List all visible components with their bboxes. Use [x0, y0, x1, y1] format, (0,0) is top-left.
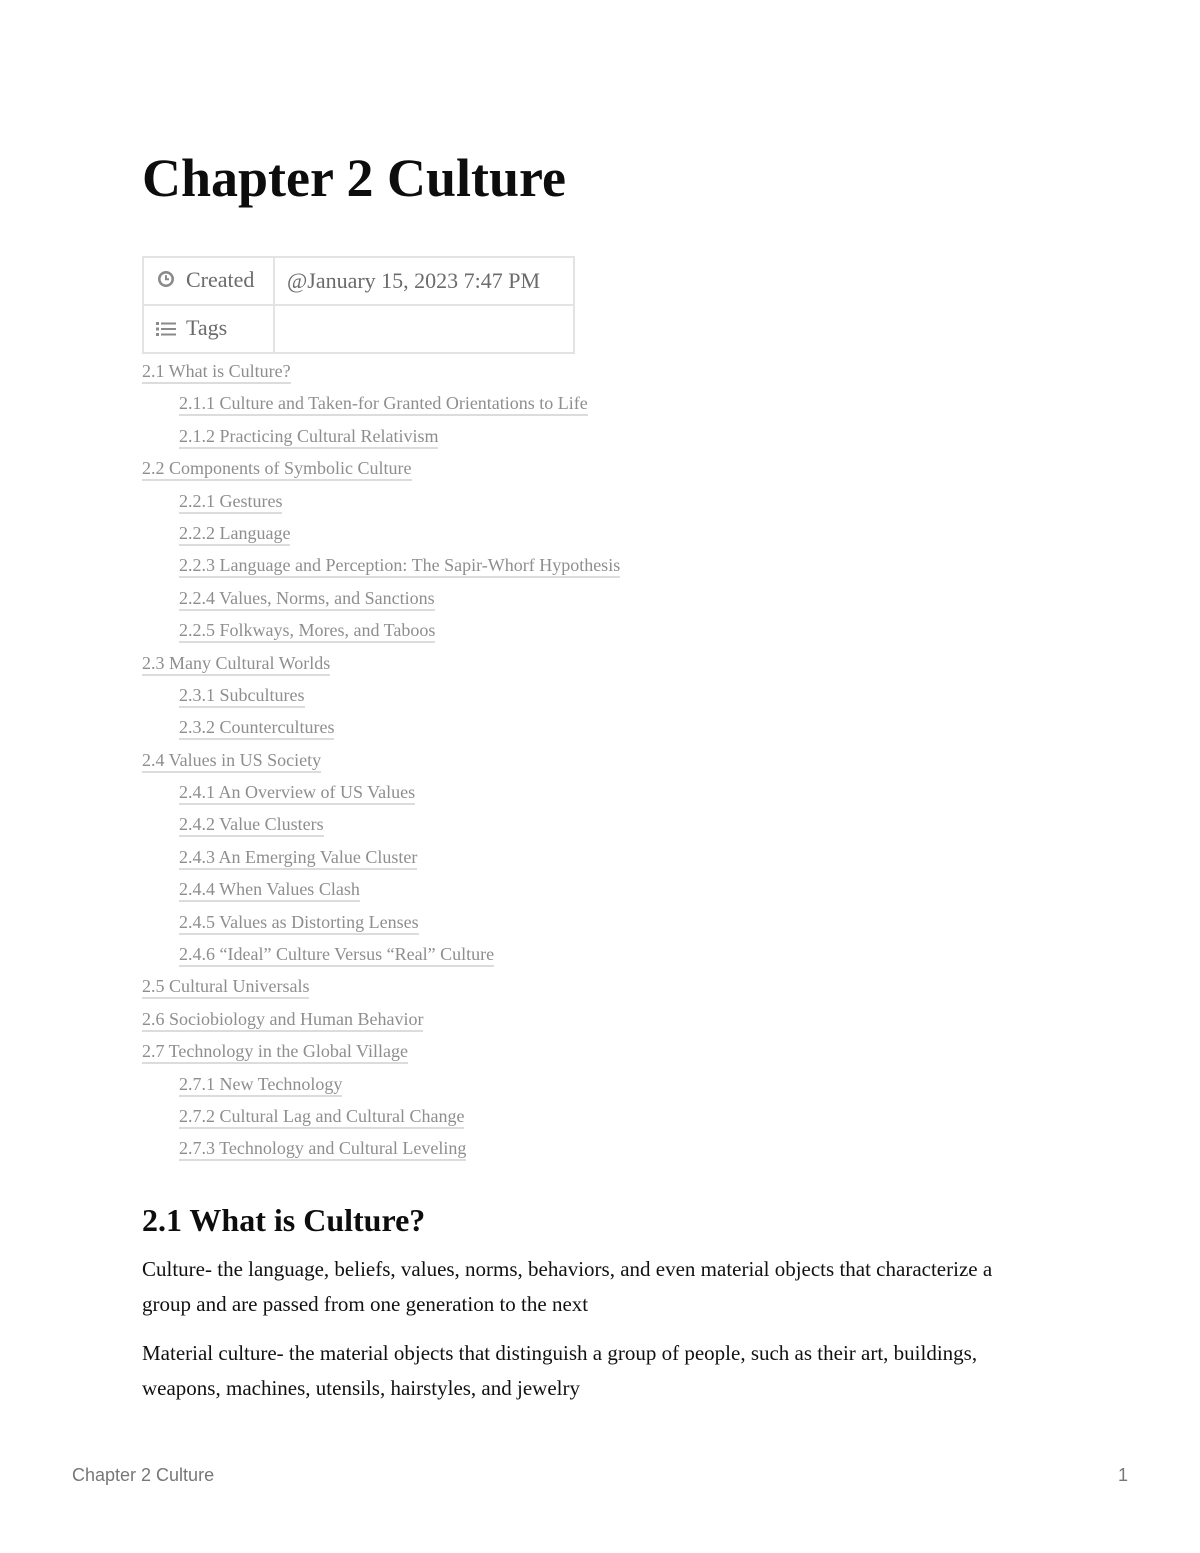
- toc-link[interactable]: 2.2.1 Gestures: [179, 491, 282, 514]
- toc-item: [142, 453, 620, 485]
- toc-link[interactable]: 2.4.2 Value Clusters: [179, 814, 324, 837]
- toc-item: [142, 777, 620, 809]
- toc-link[interactable]: 2.4.4 When Values Clash: [179, 879, 360, 902]
- toc-link[interactable]: 2.4.3 An Emerging Value Cluster: [179, 847, 417, 870]
- toc-item: [142, 518, 620, 550]
- toc-link[interactable]: 2.7.2 Cultural Lag and Cultural Change: [179, 1106, 464, 1129]
- toc-item: [142, 939, 620, 971]
- toc-link[interactable]: 2.6 Sociobiology and Human Behavior: [142, 1009, 423, 1032]
- toc-item: [142, 388, 620, 420]
- toc-link[interactable]: 2.4.6 “Ideal” Culture Versus “Real” Culture: [179, 944, 494, 967]
- toc-link[interactable]: 2.2.4 Values, Norms, and Sanctions: [179, 588, 435, 611]
- toc-link[interactable]: 2.2.5 Folkways, Mores, and Taboos: [179, 620, 435, 643]
- toc-item: [142, 680, 620, 712]
- toc-link[interactable]: 2.1 What is Culture?: [142, 361, 291, 384]
- toc-link[interactable]: 2.1.1 Culture and Taken-for Granted Orientations to Life: [179, 393, 588, 416]
- toc-link[interactable]: 2.3.2 Countercultures: [179, 717, 334, 740]
- property-key-created: [143, 257, 274, 305]
- table-of-contents: [142, 356, 620, 1166]
- toc-item: [142, 486, 620, 518]
- paragraph-culture-definition: Culture- the language, beliefs, values, norms, behaviors, and even material objects that characterize a group and are passed from one generation to the next: [142, 1257, 993, 1316]
- property-row-tags: [143, 305, 574, 353]
- toc-item: [142, 971, 620, 1003]
- toc-item: [142, 356, 620, 388]
- property-row-created: [143, 257, 574, 305]
- paragraph-material-culture: Material culture- the material objects that distinguish a group of people, such as their art, buildings, weapons, machines, utensils, hairstyles, and jewelry: [142, 1341, 978, 1400]
- toc-item: [142, 874, 620, 906]
- tags-value[interactable]: [274, 305, 574, 353]
- created-label: Created: [186, 267, 255, 293]
- toc-item: [142, 1004, 620, 1036]
- toc-link[interactable]: 2.2.2 Language: [179, 523, 290, 546]
- toc-item: [142, 615, 620, 647]
- toc-link[interactable]: 2.4.5 Values as Distorting Lenses: [179, 912, 419, 935]
- toc-item: [142, 421, 620, 453]
- list-icon: [156, 317, 176, 343]
- toc-item: [142, 1036, 620, 1068]
- section-heading: 2.1 What is Culture?: [142, 1202, 426, 1238]
- toc-item: [142, 550, 620, 582]
- clock-icon: [156, 269, 176, 295]
- toc-link[interactable]: 2.7.3 Technology and Cultural Leveling: [179, 1138, 466, 1161]
- toc-link[interactable]: 2.7 Technology in the Global Village: [142, 1041, 408, 1064]
- property-key-tags: [143, 305, 274, 353]
- page-title: Chapter 2 Culture: [142, 148, 567, 208]
- toc-item: [142, 745, 620, 777]
- toc-link[interactable]: 2.1.2 Practicing Cultural Relativism: [179, 426, 438, 449]
- toc-item: [142, 712, 620, 744]
- toc-item: [142, 1101, 620, 1133]
- footer-page-number: 1: [1117, 1465, 1128, 1485]
- created-value[interactable]: @January 15, 2023 7:47 PM: [274, 257, 574, 305]
- toc-link[interactable]: 2.2.3 Language and Perception: The Sapir-Whorf Hypothesis: [179, 555, 620, 578]
- toc-link[interactable]: 2.4.1 An Overview of US Values: [179, 782, 415, 805]
- properties-table: [142, 256, 575, 354]
- toc-item: [142, 842, 620, 874]
- toc-link[interactable]: 2.4 Values in US Society: [142, 750, 321, 773]
- footer-title: Chapter 2 Culture: [72, 1465, 215, 1485]
- toc-link[interactable]: 2.3 Many Cultural Worlds: [142, 653, 330, 676]
- toc-link[interactable]: 2.2 Components of Symbolic Culture: [142, 458, 412, 481]
- toc-item: [142, 809, 620, 841]
- toc-link[interactable]: 2.7.1 New Technology: [179, 1074, 342, 1097]
- tags-label: Tags: [186, 315, 228, 341]
- toc-item: [142, 1133, 620, 1165]
- toc-link[interactable]: 2.5 Cultural Universals: [142, 976, 309, 999]
- toc-link[interactable]: 2.3.1 Subcultures: [179, 685, 305, 708]
- toc-item: [142, 583, 620, 615]
- toc-item: [142, 907, 620, 939]
- toc-item: [142, 1069, 620, 1101]
- toc-item: [142, 648, 620, 680]
